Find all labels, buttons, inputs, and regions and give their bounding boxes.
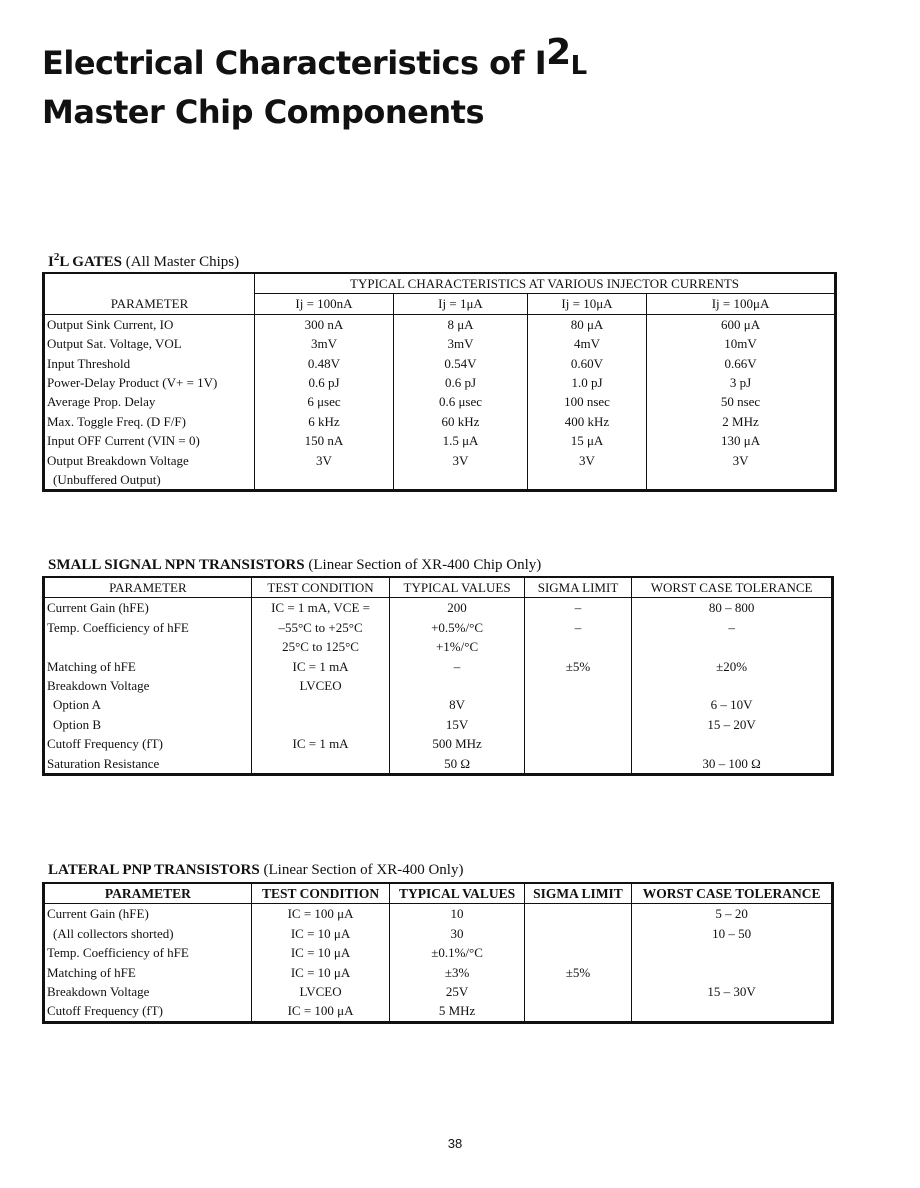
value-cell xyxy=(524,924,631,943)
param-cell: Breakdown Voltage xyxy=(47,678,150,694)
value-cell: 8 μA xyxy=(394,314,528,334)
npn-heading: SMALL SIGNAL NPN TRANSISTORS (Linear Section of XR-400 Chip Only) xyxy=(48,557,542,573)
value-cell: 6 kHz xyxy=(255,412,394,431)
value-cell xyxy=(632,943,833,962)
param-cell: Matching of hFE xyxy=(47,964,136,980)
value-cell: 10 xyxy=(390,904,525,924)
value-cell xyxy=(632,963,833,982)
value-cell: +0.5%/°C xyxy=(390,618,525,637)
value-cell: 200 xyxy=(390,598,525,618)
value-cell xyxy=(528,470,647,491)
value-cell xyxy=(524,637,631,656)
table-row xyxy=(44,314,836,334)
value-cell xyxy=(251,695,390,714)
value-cell xyxy=(524,695,631,714)
value-cell: 0.60V xyxy=(528,354,647,373)
value-cell: LVCEO xyxy=(251,982,390,1001)
table-row xyxy=(44,904,833,924)
value-cell: –55°C to +25°C xyxy=(251,618,390,637)
pnp-heading: LATERAL PNP TRANSISTORS (Linear Section of XR-400 Only) xyxy=(48,862,464,878)
value-cell: 130 μA xyxy=(647,431,836,450)
value-cell: 4mV xyxy=(528,334,647,353)
table-row xyxy=(44,1001,833,1022)
npn-header: TYPICAL VALUES xyxy=(390,577,525,598)
table-row xyxy=(44,354,836,373)
value-cell: IC = 10 μA xyxy=(251,963,390,982)
gates-heading: $I^2L$ GATES (All Master Chips) xyxy=(48,251,240,270)
table-row xyxy=(44,451,836,470)
value-cell: 3mV xyxy=(255,334,394,353)
table-row xyxy=(44,373,836,392)
value-cell: 60 kHz xyxy=(394,412,528,431)
value-cell: 50 nsec xyxy=(647,392,836,411)
param-cell: Temp. Coefficiency of hFE xyxy=(47,619,189,635)
value-cell xyxy=(251,715,390,734)
param-cell: Output Sink Current, IO xyxy=(47,316,174,332)
value-cell xyxy=(647,470,836,491)
value-cell: 0.66V xyxy=(647,354,836,373)
value-cell: ±5% xyxy=(524,963,631,982)
value-cell: 6 – 10V xyxy=(632,695,833,714)
param-cell: Option A xyxy=(53,697,102,713)
table-row xyxy=(44,695,833,714)
value-cell: 1.5 μA xyxy=(394,431,528,450)
param-cell: Saturation Resistance xyxy=(44,754,252,775)
gates-col-header: Ij = 100μA xyxy=(647,294,836,314)
value-cell: ±5% xyxy=(524,657,631,676)
table-row xyxy=(44,924,833,943)
value-cell xyxy=(524,943,631,962)
param-cell: (Unbuffered Output) xyxy=(53,472,161,488)
table-row xyxy=(44,715,833,734)
value-cell: 0.6 pJ xyxy=(255,373,394,392)
page-number: 38 xyxy=(447,1136,463,1151)
table-row xyxy=(44,982,833,1001)
value-cell: – xyxy=(524,618,631,637)
value-cell: – xyxy=(390,657,525,676)
table-row xyxy=(44,754,833,775)
value-cell xyxy=(524,1001,631,1022)
value-cell: 10 – 50 xyxy=(632,924,833,943)
param-cell: Breakdown Voltage xyxy=(47,984,150,1000)
value-cell: 400 kHz xyxy=(528,412,647,431)
param-cell: Temp. Coefficiency of hFE xyxy=(47,945,189,961)
page-title xyxy=(42,30,587,135)
param-cell: Matching of hFE xyxy=(47,658,136,674)
param-cell: Current Gain (hFE) xyxy=(47,906,149,922)
value-cell: 3V xyxy=(255,451,394,470)
value-cell: 0.48V xyxy=(255,354,394,373)
value-cell: IC = 1 mA, VCE = xyxy=(251,598,390,618)
table-row xyxy=(44,412,836,431)
value-cell: 3V xyxy=(647,451,836,470)
table-row xyxy=(44,598,833,618)
table-row xyxy=(44,618,833,637)
value-cell: 30 xyxy=(390,924,525,943)
title-line-1: Electrical Characteristics of I2L xyxy=(42,32,587,82)
table-row xyxy=(44,431,836,450)
pnp-header: WORST CASE TOLERANCE xyxy=(632,883,833,904)
value-cell: 3 pJ xyxy=(647,373,836,392)
value-cell: 15 – 30V xyxy=(632,982,833,1001)
value-cell: 10mV xyxy=(647,334,836,353)
value-cell: 15 μA xyxy=(528,431,647,450)
value-cell: 15 – 20V xyxy=(632,715,833,734)
value-cell xyxy=(632,734,833,753)
value-cell: 1.0 pJ xyxy=(528,373,647,392)
value-cell xyxy=(524,676,631,695)
param-cell: Cutoff Frequency (fT) xyxy=(47,736,164,752)
value-cell: 100 nsec xyxy=(528,392,647,411)
npn-header: TEST CONDITION xyxy=(251,577,390,598)
value-cell: 15V xyxy=(390,715,525,734)
value-cell xyxy=(255,470,394,491)
param-cell: Output Breakdown Voltage xyxy=(47,452,189,468)
value-cell: ±20% xyxy=(632,657,833,676)
value-cell xyxy=(632,637,833,656)
table-row xyxy=(44,392,836,411)
value-cell: IC = 10 μA xyxy=(251,943,390,962)
value-cell: 0.6 μsec xyxy=(394,392,528,411)
param-cell: Max. Toggle Freq. (D F/F) xyxy=(47,413,186,429)
npn-header: SIGMA LIMIT xyxy=(524,577,631,598)
value-cell: 600 μA xyxy=(647,314,836,334)
value-cell: +1%/°C xyxy=(390,637,525,656)
value-cell xyxy=(394,470,528,491)
gates-col-header: Ij = 100nA xyxy=(255,294,394,314)
value-cell: 25V xyxy=(390,982,525,1001)
value-cell: 0.6 pJ xyxy=(394,373,528,392)
gates-group-header: TYPICAL CHARACTERISTICS AT VARIOUS INJECTOR CURRENTS xyxy=(255,273,836,294)
pnp-header: TEST CONDITION xyxy=(251,883,390,904)
value-cell: 30 – 100 Ω xyxy=(632,754,833,775)
table-row xyxy=(44,470,836,491)
param-cell xyxy=(44,637,252,656)
value-cell: 80 μA xyxy=(528,314,647,334)
table-row xyxy=(44,334,836,353)
gates-col-header: Ij = 10μA xyxy=(528,294,647,314)
value-cell xyxy=(524,715,631,734)
table-row xyxy=(44,943,833,962)
value-cell: IC = 100 μA xyxy=(251,1001,390,1022)
value-cell: ±3% xyxy=(390,963,525,982)
value-cell: ±0.1%/°C xyxy=(390,943,525,962)
gates-table xyxy=(42,272,837,492)
param-cell: Cutoff Frequency (fT) xyxy=(47,1003,164,1019)
value-cell: 500 MHz xyxy=(390,734,525,753)
param-cell: (All collectors shorted) xyxy=(53,925,174,941)
table-row xyxy=(44,657,833,676)
gates-param-header: PARAMETER xyxy=(44,273,255,314)
npn-table xyxy=(42,576,834,776)
value-cell: LVCEO xyxy=(251,676,390,695)
param-cell: Output Sat. Voltage, VOL xyxy=(47,336,182,352)
param-cell: Input OFF Current (VIN = 0) xyxy=(47,433,200,449)
value-cell: 300 nA xyxy=(255,314,394,334)
param-cell: Average Prop. Delay xyxy=(47,394,156,410)
value-cell: 25°C to 125°C xyxy=(251,637,390,656)
value-cell: IC = 1 mA xyxy=(251,734,390,753)
table-row xyxy=(44,963,833,982)
value-cell: IC = 1 mA xyxy=(251,657,390,676)
value-cell: 3V xyxy=(528,451,647,470)
value-cell: 3V xyxy=(394,451,528,470)
table-row xyxy=(44,637,833,656)
value-cell: – xyxy=(524,598,631,618)
pnp-table xyxy=(42,882,834,1024)
value-cell xyxy=(632,1001,833,1022)
value-cell: 150 nA xyxy=(255,431,394,450)
pnp-header: SIGMA LIMIT xyxy=(524,883,631,904)
pnp-header: TYPICAL VALUES xyxy=(390,883,525,904)
value-cell: 3mV xyxy=(394,334,528,353)
value-cell: 5 – 20 xyxy=(632,904,833,924)
gates-col-header: Ij = 1μA xyxy=(394,294,528,314)
value-cell: 80 – 800 xyxy=(632,598,833,618)
value-cell: 8V xyxy=(390,695,525,714)
value-cell xyxy=(390,676,525,695)
param-cell: Input Threshold xyxy=(47,355,131,371)
value-cell: – xyxy=(632,618,833,637)
value-cell xyxy=(524,982,631,1001)
value-cell: 0.54V xyxy=(394,354,528,373)
value-cell xyxy=(524,734,631,753)
param-cell: Power-Delay Product (V+ = 1V) xyxy=(47,375,218,391)
table-row xyxy=(44,676,833,695)
table-row xyxy=(44,734,833,753)
value-cell: 2 MHz xyxy=(647,412,836,431)
value-cell xyxy=(524,904,631,924)
npn-header: PARAMETER xyxy=(44,577,252,598)
param-cell: Current Gain (hFE) xyxy=(47,600,149,616)
pnp-header: PARAMETER xyxy=(44,883,252,904)
value-cell: IC = 10 μA xyxy=(251,924,390,943)
value-cell: 50 Ω xyxy=(390,754,525,775)
value-cell xyxy=(251,754,390,775)
npn-header: WORST CASE TOLERANCE xyxy=(632,577,833,598)
value-cell: 5 MHz xyxy=(390,1001,525,1022)
param-cell: Option B xyxy=(53,716,102,732)
value-cell: IC = 100 μA xyxy=(251,904,390,924)
value-cell xyxy=(632,676,833,695)
title-line-2: Master Chip Components xyxy=(42,93,484,131)
value-cell: 6 μsec xyxy=(255,392,394,411)
value-cell xyxy=(524,754,631,775)
